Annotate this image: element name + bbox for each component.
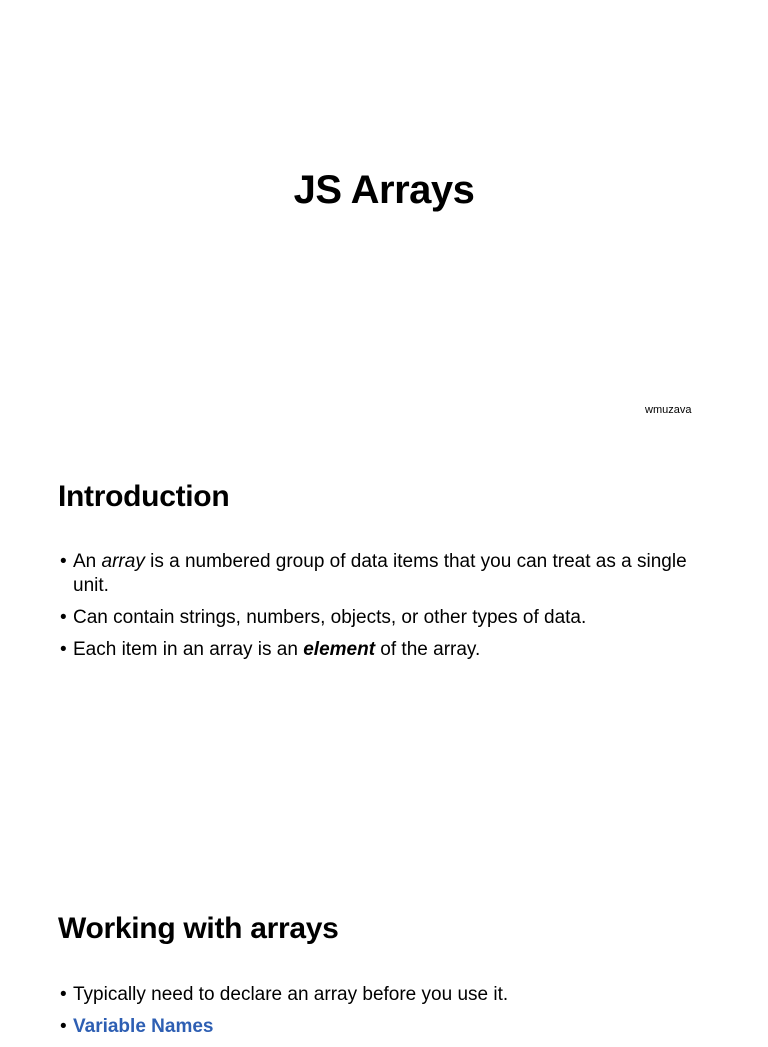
title-slide [0, 0, 768, 440]
bullet-emphasis-strong: element [303, 639, 376, 660]
slide-heading: Introduction [58, 480, 230, 513]
bullet-dot-icon: • [60, 1016, 67, 1037]
bullet-item [58, 550, 698, 598]
bullet-text-before: An [73, 551, 102, 572]
slide-heading: Working with arrays [58, 912, 339, 945]
bullet-dot-icon: • [60, 607, 67, 628]
deck-title: JS Arrays [293, 168, 475, 212]
bullet-emphasis [303, 639, 375, 660]
bullet-item [58, 638, 698, 662]
author-name: wmuzava [645, 404, 692, 416]
bullet-item [58, 606, 698, 630]
bullet-list [58, 983, 698, 1047]
bullet-dot-icon: • [60, 639, 67, 660]
working-with-arrays-slide [0, 870, 768, 1037]
bullet-text: Variable Names [73, 1016, 214, 1037]
bullet-text-before: Each item in an array is an [73, 639, 304, 660]
introduction-slide [0, 440, 768, 870]
bullet-emphasis: array [101, 551, 145, 572]
bullet-text: Typically need to declare an array before you use it. [73, 984, 509, 1005]
bullet-dot-icon: • [60, 984, 67, 1005]
bullet-list [58, 550, 698, 670]
bullet-item [58, 1015, 698, 1039]
bullet-text-after: is a numbered group of data items that you can treat as a single unit. [73, 551, 687, 596]
bullet-item [58, 983, 698, 1007]
bullet-text: Can contain strings, numbers, objects, or other types of data. [73, 607, 587, 628]
bullet-dot-icon: • [60, 551, 67, 572]
bullet-text-after: of the array. [375, 639, 481, 660]
